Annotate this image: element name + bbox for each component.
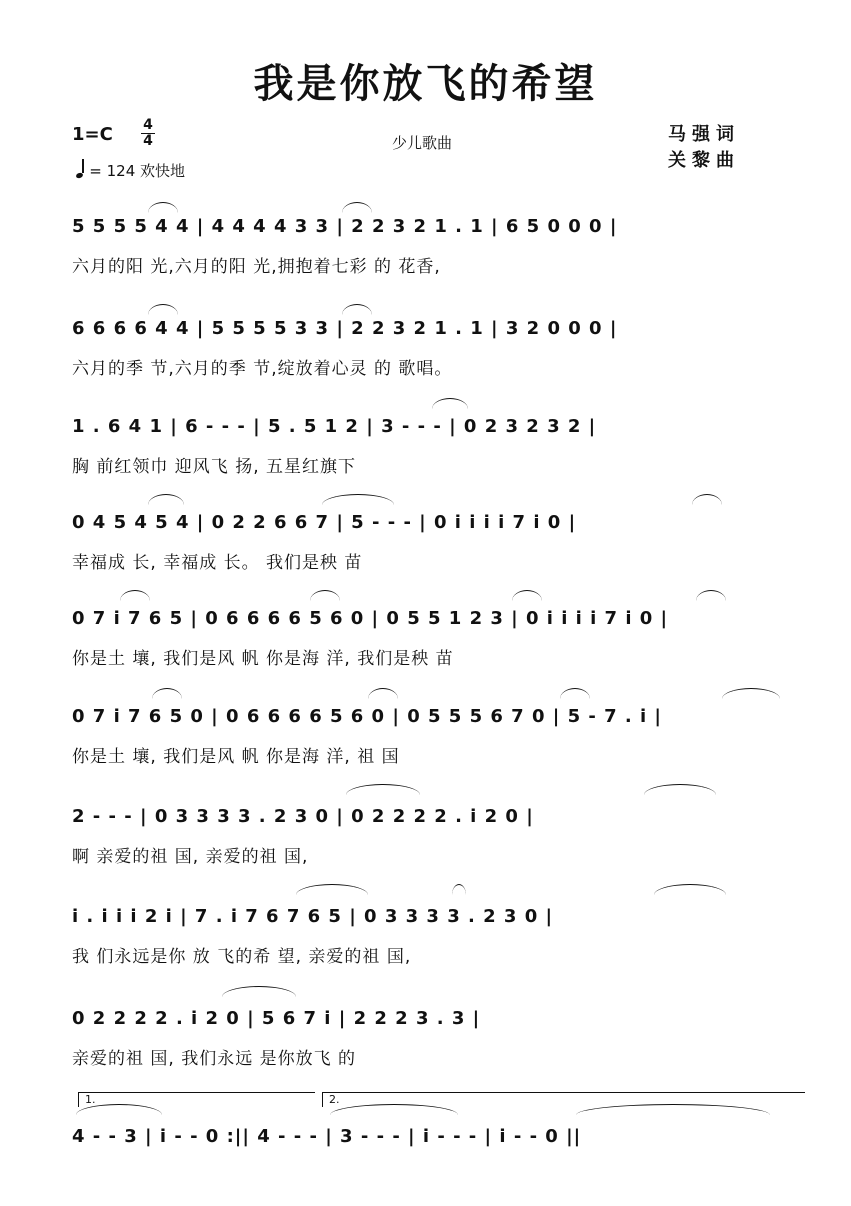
slur-arc	[152, 688, 182, 699]
tempo-text: = 124 欢快地	[89, 162, 186, 180]
score-row-10	[0, 1126, 851, 1206]
score-row-4	[0, 512, 851, 592]
slur-arc	[222, 986, 296, 997]
song-genre: 少儿歌曲	[392, 134, 453, 152]
notation-line: 0 2 2 2 2 . i 2 0 | 5 6 7 i | 2 2 2 3 . 3 |	[72, 1008, 481, 1029]
key-signature: 1=C	[72, 124, 113, 145]
lyric-line: 六月的季 节,六月的季 节,绽放着心灵 的 歌唱。	[72, 359, 453, 379]
slur-arc	[560, 688, 590, 699]
score-row-5	[0, 608, 851, 688]
time-signature	[140, 118, 156, 149]
slur-arc	[148, 202, 178, 213]
lyric-line: 啊 亲爱的祖 国, 亲爱的祖 国,	[72, 847, 309, 867]
slur-arc	[432, 398, 468, 409]
tempo-marking	[76, 160, 185, 181]
lyric-line: 你是土 壤, 我们是风 帆 你是海 洋, 祖 国	[72, 747, 400, 767]
score-row-7	[0, 806, 851, 886]
lyric-line: 幸福成 长, 幸福成 长。 我们是秧 苗	[72, 553, 363, 573]
score-row-2	[0, 318, 851, 398]
slur-arc	[148, 304, 178, 315]
notation-line: 6 6 6 6 4 4 | 5 5 5 5 3 3 | 2 2 3 2 1 . 1 | 3 2 0 0 0 |	[72, 318, 618, 339]
lyric-line: 你是土 壤, 我们是风 帆 你是海 洋, 我们是秧 苗	[72, 649, 454, 669]
notation-line: i . i i i 2 i | 7 . i 7 6 7 6 5 | 0 3 3 3 3 . 2 3 0 |	[72, 906, 554, 927]
notation-line: 0 7 i 7 6 5 | 0 6 6 6 6 5 6 0 | 0 5 5 1 2 3 | 0 i i i i 7 i 0 |	[72, 608, 669, 629]
notation-line: 2 - - - | 0 3 3 3 3 . 2 3 0 | 0 2 2 2 2 . i 2 0 |	[72, 806, 534, 827]
score-row-1	[0, 216, 851, 296]
slur-arc	[342, 304, 372, 315]
song-title: 我是你放飞的希望	[253, 61, 598, 107]
note-stem	[82, 159, 84, 173]
slur-arc	[722, 688, 780, 699]
quarter-note-icon	[75, 172, 83, 179]
lyric-line: 六月的阳 光,六月的阳 光,拥抱着七彩 的 花香,	[72, 257, 441, 277]
time-signature-bottom: 4	[143, 133, 153, 149]
lyric-line: 我 们永远是你 放 飞的希 望, 亲爱的祖 国,	[72, 947, 412, 967]
notation-line: 0 7 i 7 6 5 0 | 0 6 6 6 6 5 6 0 | 0 5 5 5 6 7 0 | 5 - 7 . i |	[72, 706, 663, 727]
notation-line: 0 4 5 4 5 4 | 0 2 2 6 6 7 | 5 - - - | 0 i i i i 7 i 0 |	[72, 512, 577, 533]
notation-line: 1 . 6 4 1 | 6 - - - | 5 . 5 1 2 | 3 - - - | 0 2 3 2 3 2 |	[72, 416, 597, 437]
first-ending-bracket: 1.	[78, 1092, 315, 1107]
second-ending-bracket: 2.	[322, 1092, 805, 1107]
lyric-line: 胸 前红领巾 迎风飞 扬, 五星红旗下	[72, 457, 357, 477]
time-signature-top: 4	[143, 117, 153, 133]
score-row-3	[0, 416, 851, 496]
notation-line: 5 5 5 5 4 4 | 4 4 4 4 3 3 | 2 2 3 2 1 . 1 | 6 5 0 0 0 |	[72, 216, 618, 237]
notation-line: 4 - - 3 | i - - 0 :|| 4 - - - | 3 - - - | i - - - | i - - 0 ||	[72, 1126, 582, 1147]
score-row-9	[0, 1008, 851, 1088]
lyricist-credit: 马强词	[668, 124, 740, 145]
lyric-line: 亲爱的祖 国, 我们永远 是你放飞 的	[72, 1049, 357, 1069]
slur-arc	[342, 202, 372, 213]
composer-credit: 关黎曲	[668, 150, 740, 171]
score-row-8	[0, 906, 851, 986]
score-row-6	[0, 706, 851, 786]
slur-arc	[368, 688, 398, 699]
